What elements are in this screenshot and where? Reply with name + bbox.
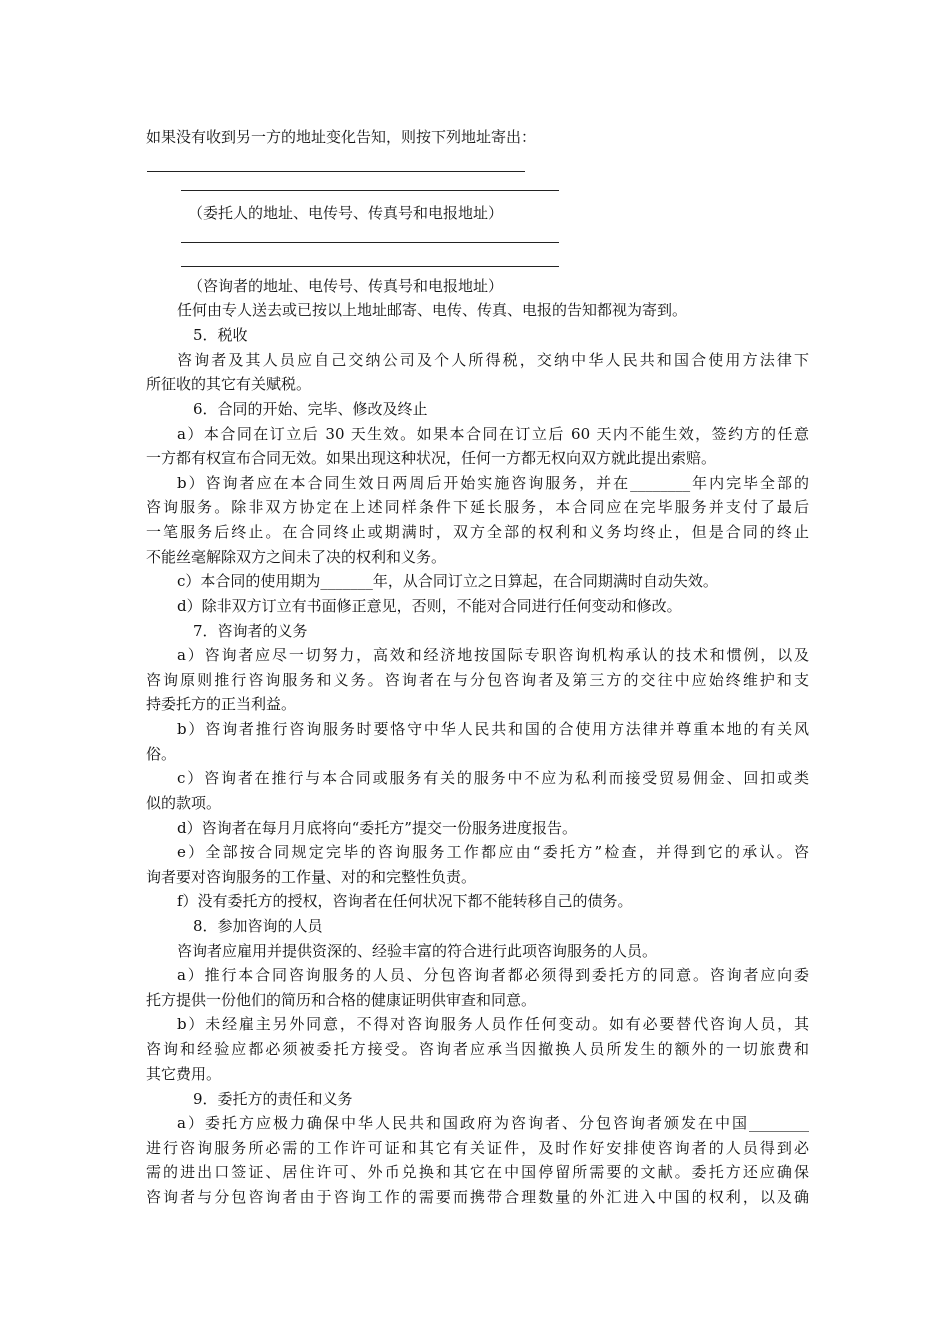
paragraph-line: 持委托方的正当利益。 xyxy=(146,695,297,713)
paragraph-line: 托方提供一份他们的简历和合格的健康证明供审查和同意。 xyxy=(146,991,537,1009)
paragraph-line: 进行咨询服务所必需的工作许可证和其它有关证件，及时作好安排使咨询者的人员得到必 xyxy=(146,1139,809,1157)
paragraph-line: b）咨询者推行咨询服务时要恪守中华人民共和国的合使用方法律并尊重本地的有关风 xyxy=(177,720,809,738)
paragraph-line: d）除非双方订立有书面修正意见，否则，不能对合同进行任何变动和修改。 xyxy=(177,597,682,615)
paragraph-line: 其它费用。 xyxy=(146,1065,222,1083)
paragraph-line: 咨询原则推行咨询服务和义务。咨询者在与分包咨询者及第三方的交往中应始终维护和支 xyxy=(146,671,809,689)
paragraph-line: 需的进出口签证、居住许可、外币兑换和其它在中国停留所需要的文献。委托方还应确保 xyxy=(146,1163,809,1181)
paragraph-line: a）咨询者应尽一切努力，高效和经济地按国际专职咨询机构承认的技术和惯例，以及 xyxy=(177,646,809,664)
paragraph-line: 不能丝毫解除双方之间未了决的权利和义务。 xyxy=(146,548,447,566)
blank-line xyxy=(147,171,525,172)
paragraph-line: 咨询服务。除非双方协定在上述同样条件下延长服务，本合同应在完毕服务并支付了最后 xyxy=(146,498,809,516)
paragraph-line: c）咨询者在推行与本合同或服务有关的服务中不应为私利而接受贸易佣金、回扣或类 xyxy=(177,769,809,787)
blank-line xyxy=(181,242,559,243)
blank-line xyxy=(181,190,559,191)
paragraph-line: 一笔服务后终止。在合同终止或期满时，双方全部的权利和义务均终止，但是合同的终止 xyxy=(146,523,809,541)
paragraph-line: c）本合同的使用期为_______年，从合同订立之日算起，在合同期满时自动失效。 xyxy=(177,572,718,590)
delivery-note: 任何由专人送去或已按以上地址邮寄、电传、传真、电报的告知都视为寄到。 xyxy=(177,301,688,319)
client-address-caption: （委托人的地址、电传号、传真号和电报地址） xyxy=(188,204,504,222)
paragraph-line: 咨询者与分包咨询者由于咨询工作的需要而携带合理数量的外汇进入中国的权利，以及确 xyxy=(146,1188,809,1206)
paragraph-line: 一方都有权宣布合同无效。如果出现这种状况，任何一方都无权向双方就此提出索赔。 xyxy=(146,449,717,467)
paragraph-line: b）咨询者应在本合同生效日两周后开始实施咨询服务，并在________年内完毕全部的 xyxy=(177,474,809,492)
section-heading: 5．税收 xyxy=(193,326,248,344)
paragraph-line: e）全部按合同规定完毕的咨询服务工作都应由“委托方”检查，并得到它的承认。咨 xyxy=(177,843,809,861)
address-intro: 如果没有收到另一方的地址变化告知，则按下列地址寄出： xyxy=(146,128,537,146)
paragraph-line: 咨询者及其人员应自己交纳公司及个人所得税，交纳中华人民共和国合使用方法律下 xyxy=(177,351,809,369)
section-heading: 7．咨询者的义务 xyxy=(193,622,308,640)
paragraph-line: f）没有委托方的授权，咨询者在任何状况下都不能转移自己的债务。 xyxy=(177,892,633,910)
consultant-address-caption: （咨询者的地址、电传号、传真号和电报地址） xyxy=(188,277,504,295)
paragraph-line: 询者要对咨询服务的工作量、对的和完整性负责。 xyxy=(146,868,477,886)
section-heading: 8．参加咨询的人员 xyxy=(193,917,323,935)
paragraph-line: 似的款项。 xyxy=(146,794,222,812)
section-heading: 9．委托方的责任和义务 xyxy=(193,1090,353,1108)
paragraph-line: 所征收的其它有关赋税。 xyxy=(146,375,312,393)
paragraph-line: b）未经雇主另外同意，不得对咨询服务人员作任何变动。如有必要替代咨询人员，其 xyxy=(177,1015,809,1033)
paragraph-line: a）委托方应极力确保中华人民共和国政府为咨询者、分包咨询者颁发在中国________ xyxy=(177,1114,809,1132)
paragraph-line: 咨询和经验应都必须被委托方接受。咨询者应承当因撤换人员所发生的额外的一切旅费和 xyxy=(146,1040,809,1058)
section-heading: 6．合同的开始、完毕、修改及终止 xyxy=(193,400,428,418)
blank-line xyxy=(181,266,559,267)
paragraph-line: d）咨询者在每月月底将向“委托方”提交一份服务进度报告。 xyxy=(177,819,577,837)
paragraph-line: 咨询者应雇用并提供资深的、经验丰富的符合进行此项咨询服务的人员。 xyxy=(177,942,658,960)
paragraph-line: 俗。 xyxy=(146,745,177,763)
paragraph-line: a）本合同在订立后 30 天生效。如果本合同在订立后 60 天内不能生效，签约方的任意 xyxy=(177,425,809,443)
paragraph-line: a）推行本合同咨询服务的人员、分包咨询者都必须得到委托方的同意。咨询者应向委 xyxy=(177,966,809,984)
